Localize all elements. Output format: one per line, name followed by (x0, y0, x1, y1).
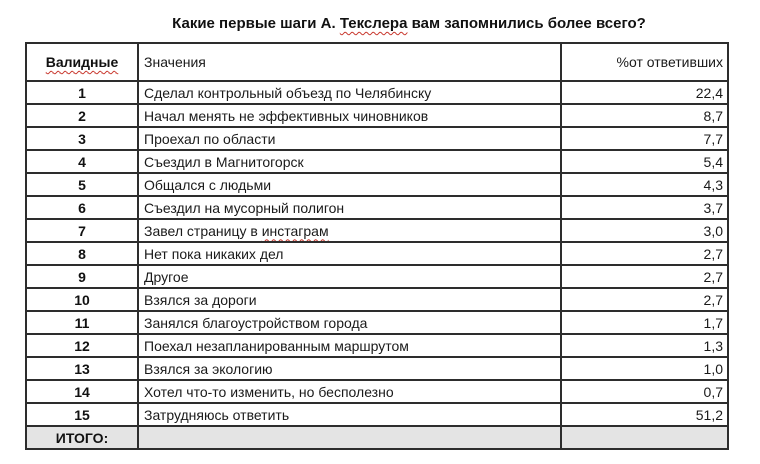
table-row (26, 265, 728, 288)
row-label: Поехал незапланированным маршрутом (138, 334, 561, 357)
table-row (26, 242, 728, 265)
table-header-row (26, 43, 728, 81)
survey-results-table (25, 42, 729, 450)
row-number: 8 (26, 242, 138, 265)
row-number: 4 (26, 150, 138, 173)
row-number: 12 (26, 334, 138, 357)
totals-empty-value-cell (561, 426, 728, 449)
table-row (26, 127, 728, 150)
title-text-prefix: Какие первые шаги А. (172, 15, 340, 32)
header-percent: %от ответивших (561, 43, 728, 81)
row-label: Съездил в Магнитогорск (138, 150, 561, 173)
row-label: Хотел что-то изменить, но бесполезно (138, 380, 561, 403)
row-label: Взялся за дороги (138, 288, 561, 311)
table-row (26, 380, 728, 403)
row-label: Проехал по области (138, 127, 561, 150)
row-value: 1,0 (561, 357, 728, 380)
row-label: Нет пока никаких дел (138, 242, 561, 265)
row-number: 1 (26, 81, 138, 104)
header-valid: Валидные (26, 43, 138, 81)
row-label: Затрудняюсь ответить (138, 403, 561, 426)
totals-row (26, 426, 728, 449)
row-value: 2,7 (561, 242, 728, 265)
row-label: Сделал контрольный объезд по Челябинску (138, 81, 561, 104)
row-number: 9 (26, 265, 138, 288)
row-number: 6 (26, 196, 138, 219)
table-row (26, 288, 728, 311)
table-row (26, 219, 728, 242)
row-number: 3 (26, 127, 138, 150)
row-number: 14 (26, 380, 138, 403)
totals-label: ИТОГО: (26, 426, 138, 449)
row-value: 4,3 (561, 173, 728, 196)
row-label: Другое (138, 265, 561, 288)
row-number: 11 (26, 311, 138, 334)
row-label: Занялся благоустройством города (138, 311, 561, 334)
row-number: 13 (26, 357, 138, 380)
row-number: 10 (26, 288, 138, 311)
row-number: 7 (26, 219, 138, 242)
row-number: 15 (26, 403, 138, 426)
row-value: 1,3 (561, 334, 728, 357)
title-misspelled-word: Текслера (339, 15, 408, 32)
table-row (26, 196, 728, 219)
row-value: 0,7 (561, 380, 728, 403)
row-value: 5,4 (561, 150, 728, 173)
row-value: 8,7 (561, 104, 728, 127)
row-value: 2,7 (561, 288, 728, 311)
table-row (26, 357, 728, 380)
row-number: 5 (26, 173, 138, 196)
row-label: Начал менять не эффективных чиновников (138, 104, 561, 127)
row-value: 3,0 (561, 219, 728, 242)
row-label: Взялся за экологию (138, 357, 561, 380)
totals-empty-label-cell (138, 426, 561, 449)
table-row (26, 311, 728, 334)
row-value: 3,7 (561, 196, 728, 219)
row-value: 51,2 (561, 403, 728, 426)
title-text-suffix: вам запомнились более всего? (407, 15, 646, 32)
row-label: Съездил на мусорный полигон (138, 196, 561, 219)
row-number: 2 (26, 104, 138, 127)
table-row (26, 334, 728, 357)
table-row (26, 104, 728, 127)
page-title (58, 15, 760, 32)
row-label: Общался с людьми (138, 173, 561, 196)
misspelled-word: инстаграм (261, 222, 329, 239)
row-value: 2,7 (561, 265, 728, 288)
table-row (26, 403, 728, 426)
row-value: 7,7 (561, 127, 728, 150)
row-value: 1,7 (561, 311, 728, 334)
header-values: Значения (138, 43, 561, 81)
table-row (26, 81, 728, 104)
table-row (26, 173, 728, 196)
row-value: 22,4 (561, 81, 728, 104)
table-row (26, 150, 728, 173)
row-label: Завел страницу в инстаграм (138, 219, 561, 242)
